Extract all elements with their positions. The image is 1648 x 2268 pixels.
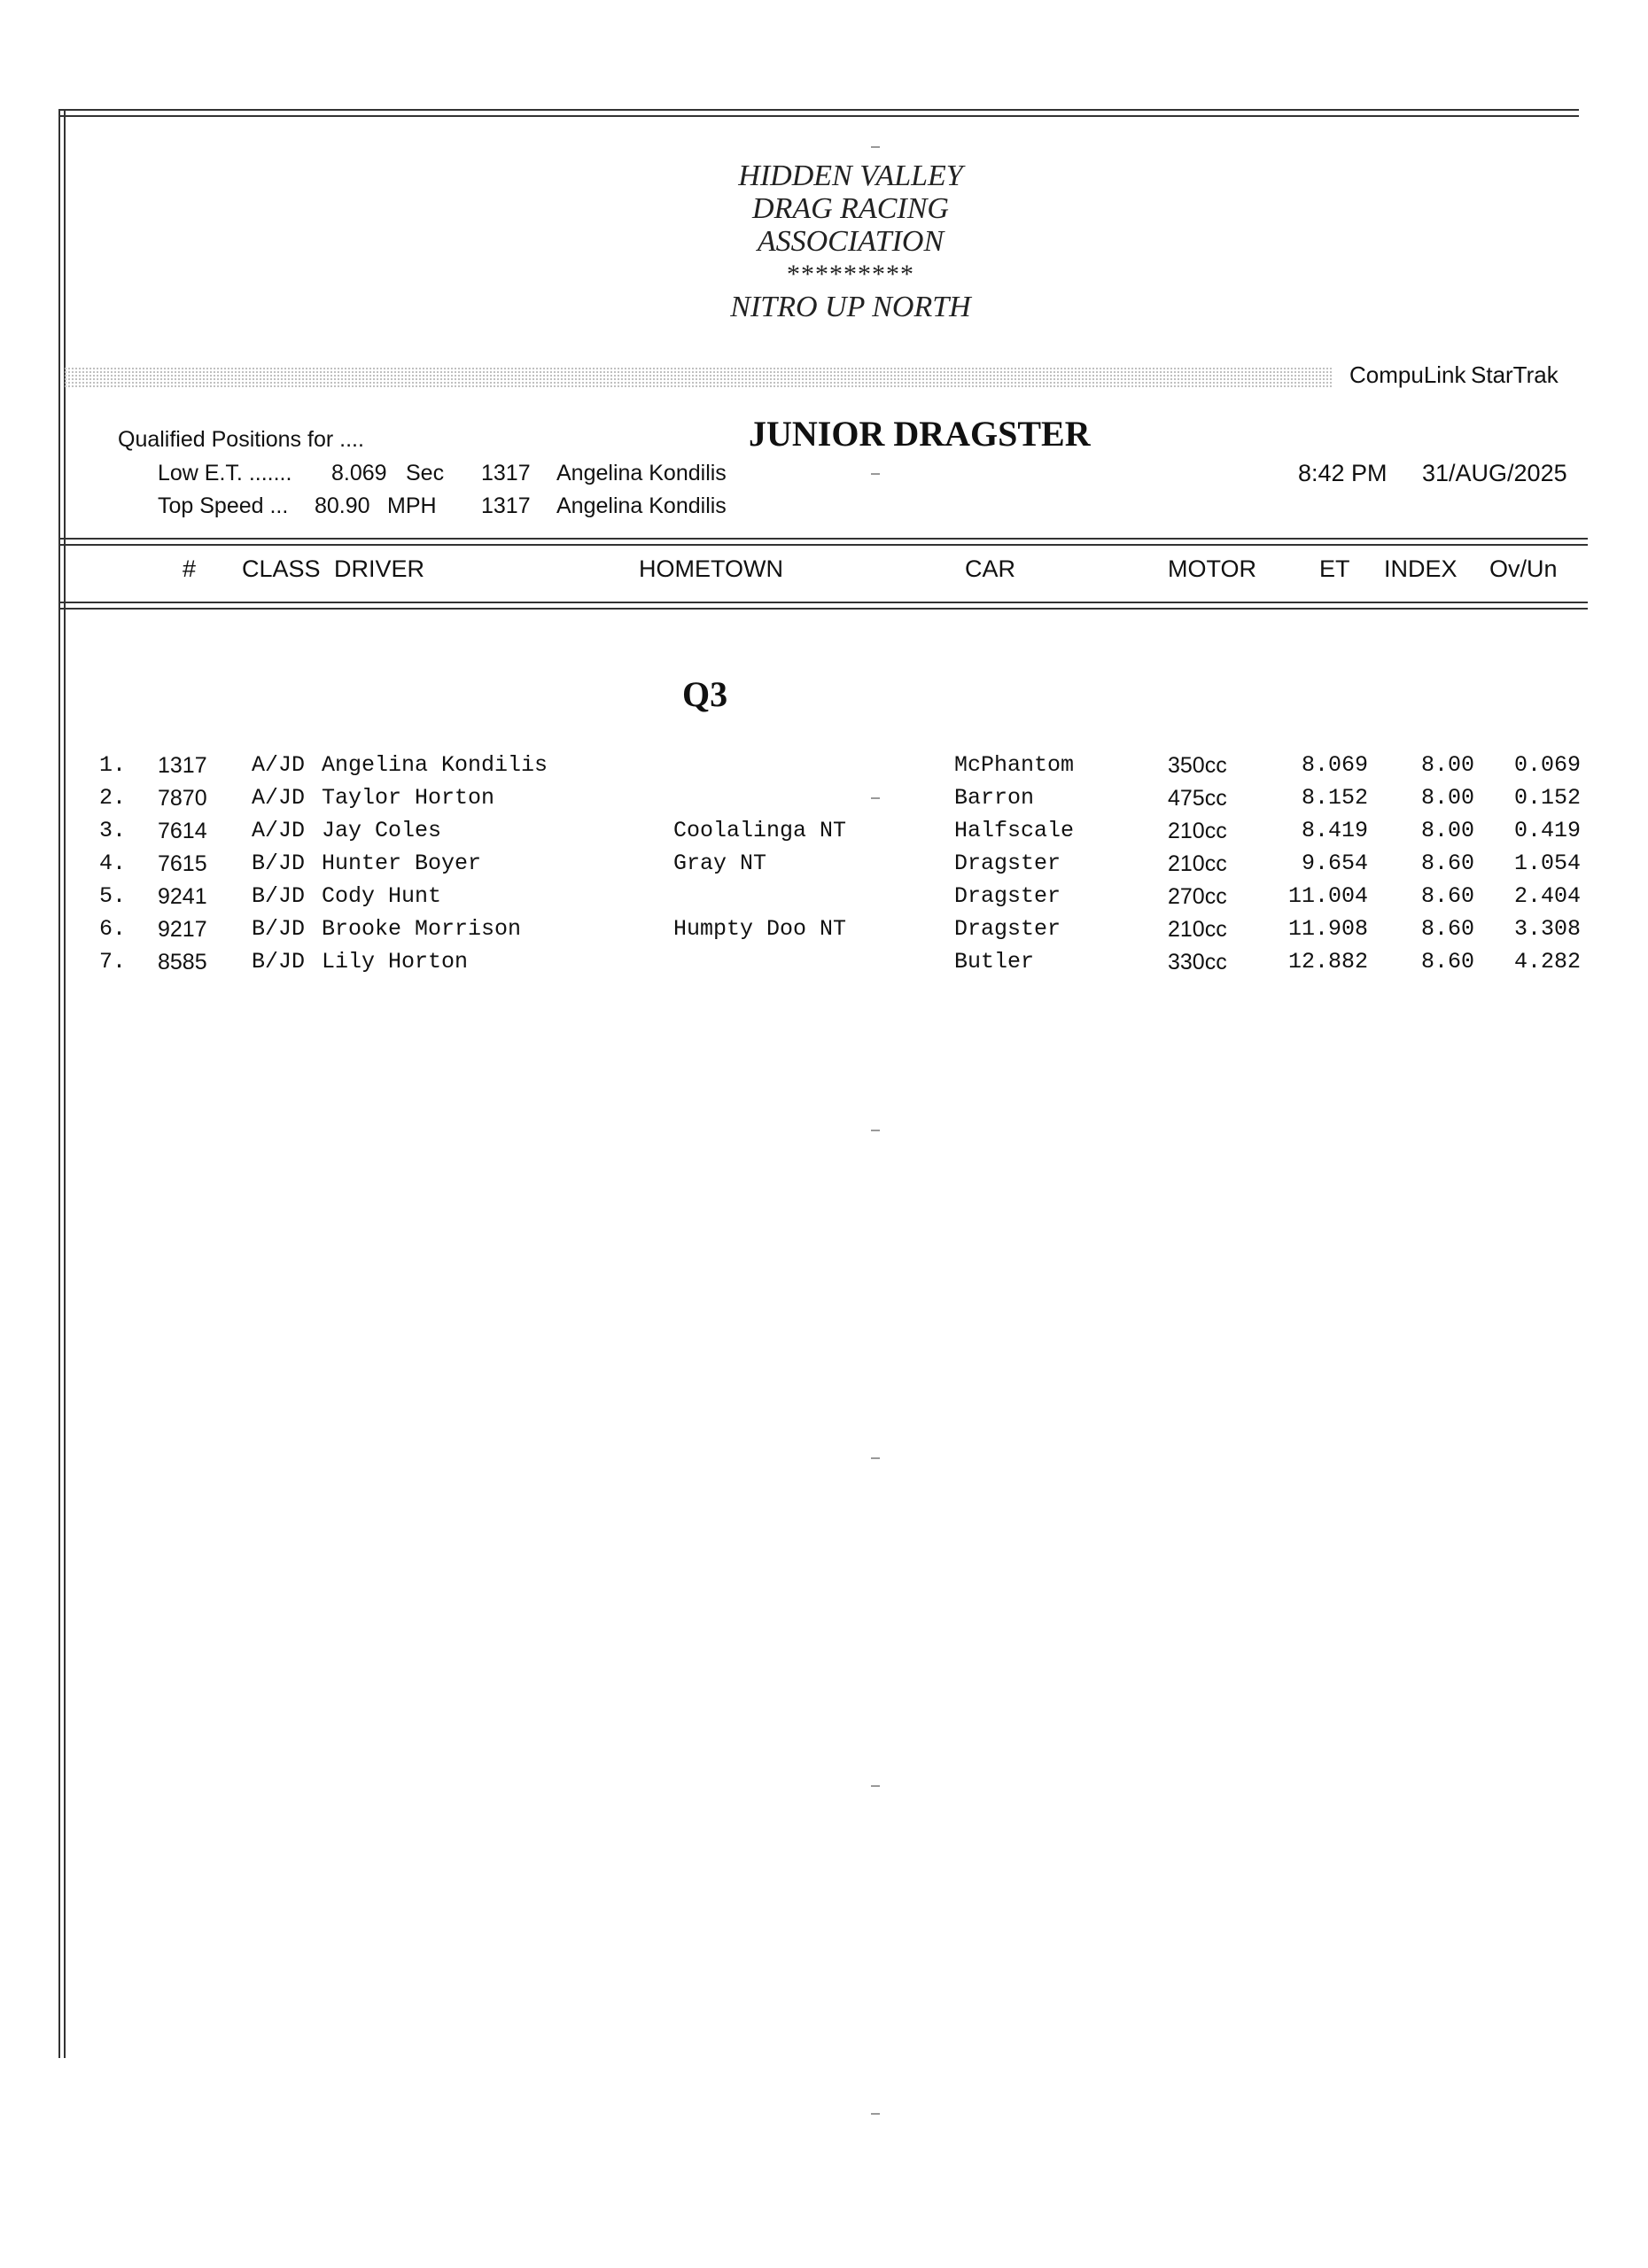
cell-class: A/JD — [252, 785, 306, 811]
cell-car-number: 8585 — [158, 950, 207, 975]
table-row — [0, 785, 1648, 818]
top-speed-value: 80.90 — [315, 493, 370, 518]
event-name: NITRO UP NORTH — [730, 291, 971, 323]
top-speed-number: 1317 — [481, 493, 531, 518]
scan-speck — [871, 1130, 880, 1131]
scan-speck — [871, 2113, 880, 2115]
top-speed-label: Top Speed ... — [158, 493, 289, 518]
cell-et: 11.004 — [1287, 883, 1368, 909]
cell-index: 8.60 — [1420, 850, 1474, 876]
cell-ovun: 0.419 — [1513, 818, 1581, 843]
brand-compulink: CompuLink — [1349, 361, 1466, 388]
header-rule-bottom-2 — [58, 608, 1588, 610]
cell-driver: Angelina Kondilis — [322, 752, 548, 778]
cell-car: McPhantom — [954, 752, 1075, 778]
col-header-number: # — [183, 555, 197, 582]
header-rule-top — [58, 538, 1588, 540]
cell-position: 4. — [99, 850, 127, 876]
cell-motor: 210cc — [1168, 917, 1227, 942]
org-stars: ********* — [787, 260, 914, 289]
scan-speck — [871, 1457, 880, 1459]
cell-class: A/JD — [252, 752, 306, 778]
col-header-hometown: HOMETOWN — [639, 555, 783, 582]
cell-motor: 475cc — [1168, 786, 1227, 811]
cell-class: A/JD — [252, 818, 306, 843]
col-header-car: CAR — [965, 555, 1016, 582]
cell-car-number: 9241 — [158, 884, 207, 909]
cell-position: 3. — [99, 818, 127, 843]
col-header-class: CLASS — [242, 555, 321, 582]
round-title: Q3 — [682, 674, 728, 714]
cell-hometown: Coolalinga NT — [673, 818, 847, 843]
cell-position: 1. — [99, 752, 127, 778]
low-et-number: 1317 — [481, 461, 531, 485]
cell-car-number: 7870 — [158, 786, 207, 811]
cell-et: 11.908 — [1287, 916, 1368, 942]
low-et-label: Low E.T. ....... — [158, 461, 292, 485]
table-row — [0, 752, 1648, 785]
cell-driver: Cody Hunt — [322, 883, 442, 909]
cell-car: Butler — [954, 949, 1035, 975]
cell-driver: Hunter Boyer — [322, 850, 482, 876]
cell-driver: Taylor Horton — [322, 785, 495, 811]
top-speed-driver: Angelina Kondilis — [556, 493, 727, 518]
cell-position: 6. — [99, 916, 127, 942]
cell-motor: 210cc — [1168, 851, 1227, 876]
org-name-line-2: DRAG RACING — [752, 192, 949, 225]
qualified-label: Qualified Positions for .... — [118, 427, 364, 452]
cell-et: 8.152 — [1301, 785, 1368, 811]
scan-speck — [871, 473, 880, 475]
col-header-driver: DRIVER — [334, 555, 425, 582]
cell-car-number: 1317 — [158, 753, 207, 778]
cell-class: B/JD — [252, 916, 306, 942]
header-rule-top-2 — [58, 544, 1588, 546]
cell-et: 8.419 — [1301, 818, 1368, 843]
top-speed-unit: MPH — [387, 493, 437, 518]
cell-et: 12.882 — [1287, 949, 1368, 975]
cell-driver: Brooke Morrison — [322, 916, 522, 942]
cell-index: 8.60 — [1420, 916, 1474, 942]
cell-car-number: 7615 — [158, 851, 207, 876]
cell-driver: Jay Coles — [322, 818, 442, 843]
cell-car-number: 9217 — [158, 917, 207, 942]
table-row — [0, 850, 1648, 883]
cell-index: 8.00 — [1420, 818, 1474, 843]
org-name-line-3: ASSOCIATION — [757, 225, 944, 258]
cell-motor: 330cc — [1168, 950, 1227, 975]
cell-car: Barron — [954, 785, 1035, 811]
cell-car: Dragster — [954, 883, 1061, 909]
cell-class: B/JD — [252, 850, 306, 876]
cell-car-number: 7614 — [158, 819, 207, 843]
cell-hometown: Gray NT — [673, 850, 767, 876]
cell-ovun: 0.152 — [1513, 785, 1581, 811]
org-name-line-1: HIDDEN VALLEY — [738, 159, 963, 192]
top-border-line — [58, 109, 1579, 111]
scan-speck — [871, 146, 880, 148]
cell-index: 8.60 — [1420, 883, 1474, 909]
low-et-driver: Angelina Kondilis — [556, 461, 727, 485]
top-border-line-2 — [58, 115, 1579, 117]
cell-motor: 210cc — [1168, 819, 1227, 843]
scan-speck — [871, 1785, 880, 1787]
col-header-ovun: Ov/Un — [1489, 555, 1558, 582]
cell-ovun: 2.404 — [1513, 883, 1581, 909]
cell-hometown: Humpty Doo NT — [673, 916, 847, 942]
cell-position: 5. — [99, 883, 127, 909]
cell-ovun: 1.054 — [1513, 850, 1581, 876]
cell-motor: 270cc — [1168, 884, 1227, 909]
table-row — [0, 818, 1648, 850]
cell-car: Dragster — [954, 916, 1061, 942]
brand-startrak: StarTrak — [1471, 361, 1559, 388]
cell-position: 2. — [99, 785, 127, 811]
cell-car: Dragster — [954, 850, 1061, 876]
cell-index: 8.00 — [1420, 785, 1474, 811]
cell-ovun: 3.308 — [1513, 916, 1581, 942]
cell-et: 8.069 — [1301, 752, 1368, 778]
dotted-band — [64, 367, 1333, 388]
left-border-line-2 — [64, 109, 66, 2058]
col-header-motor: MOTOR — [1168, 555, 1256, 582]
cell-motor: 350cc — [1168, 753, 1227, 778]
cell-index: 8.60 — [1420, 949, 1474, 975]
low-et-unit: Sec — [406, 461, 445, 485]
report-time: 8:42 PM — [1298, 460, 1388, 486]
cell-class: B/JD — [252, 949, 306, 975]
cell-index: 8.00 — [1420, 752, 1474, 778]
cell-class: B/JD — [252, 883, 306, 909]
table-row — [0, 949, 1648, 982]
report-date: 31/AUG/2025 — [1422, 460, 1567, 486]
cell-et: 9.654 — [1301, 850, 1368, 876]
cell-car: Halfscale — [954, 818, 1075, 843]
col-header-index: INDEX — [1384, 555, 1458, 582]
class-title: JUNIOR DRAGSTER — [749, 414, 1091, 454]
cell-driver: Lily Horton — [322, 949, 469, 975]
header-rule-bottom — [58, 602, 1588, 603]
cell-ovun: 0.069 — [1513, 752, 1581, 778]
col-header-et: ET — [1319, 555, 1350, 582]
scan-speck — [871, 797, 880, 799]
table-row — [0, 883, 1648, 916]
table-row — [0, 916, 1648, 949]
cell-position: 7. — [99, 949, 127, 975]
cell-ovun: 4.282 — [1513, 949, 1581, 975]
low-et-value: 8.069 — [331, 461, 387, 485]
left-border-line — [58, 109, 60, 2058]
